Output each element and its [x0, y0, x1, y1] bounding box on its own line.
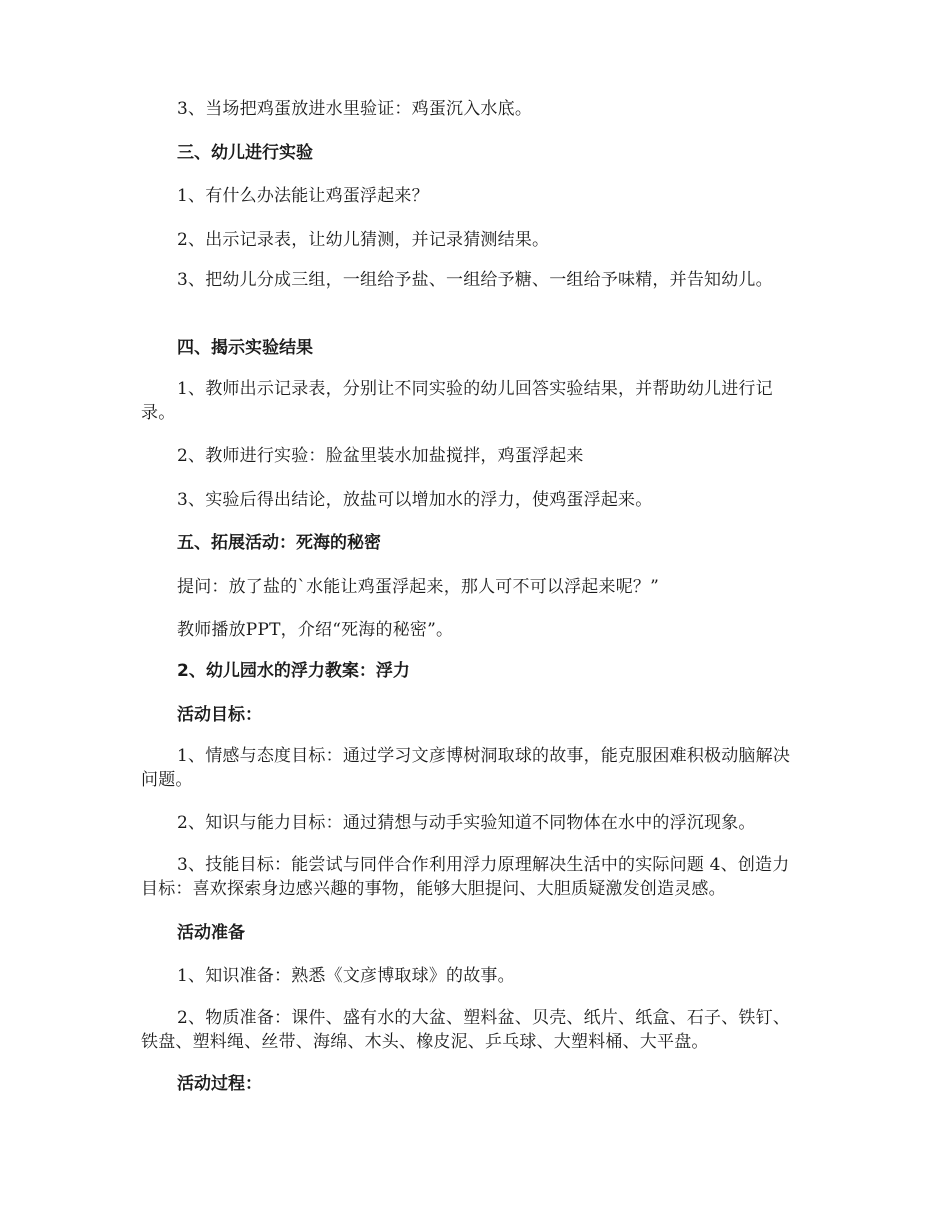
- paragraph: 3、把幼儿分成三组，一组给予盐、一组给予糖、一组给予味精，并告知幼儿。: [177, 270, 773, 290]
- section-heading: 2、幼儿园水的浮力教案：浮力: [177, 661, 410, 681]
- section-heading: 五、拓展活动：死海的秘密: [177, 533, 381, 553]
- paragraph: 1、知识准备：熟悉《文彦博取球》的故事。: [177, 966, 515, 986]
- section-heading: 活动准备: [177, 923, 245, 943]
- paragraph: 教师播放PPT，介绍“死海的秘密”。: [177, 620, 454, 640]
- paragraph: 3、技能目标：能尝试与同伴合作利用浮力原理解决生活中的实际问题 4、创造力目标：喜欢探索身边感兴趣的事物，能够大胆提问、大胆质疑激发创造灵感。: [141, 855, 790, 899]
- paragraph: 3、实验后得出结论，放盐可以增加水的浮力，使鸡蛋浮起来。: [177, 490, 653, 510]
- paragraph: 2、知识与能力目标：通过猜想与动手实验知道不同物体在水中的浮沉现象。: [177, 813, 756, 833]
- paragraph: 1、情感与态度目标：通过学习文彦博树洞取球的故事，能克服困难积极动脑解决问题。: [141, 746, 791, 790]
- paragraph: 2、教师进行实验：脸盆里装水加盐搅拌，鸡蛋浮起来: [177, 446, 584, 466]
- section-heading: 活动过程：: [177, 1074, 262, 1094]
- section-heading: 三、幼儿进行实验: [177, 143, 313, 163]
- section-heading: 活动目标：: [177, 705, 262, 725]
- paragraph: 提问：放了盐的`水能让鸡蛋浮起来，那人可不可以浮起来呢？”: [177, 577, 659, 597]
- section-heading: 四、揭示实验结果: [177, 338, 313, 358]
- paragraph: 3、当场把鸡蛋放进水里验证：鸡蛋沉入水底。: [177, 99, 533, 119]
- paragraph: 2、出示记录表，让幼儿猜测，并记录猜测结果。: [177, 230, 550, 250]
- paragraph: 1、有什么办法能让鸡蛋浮起来？: [177, 186, 429, 206]
- paragraph: 1、教师出示记录表，分别让不同实验的幼儿回答实验结果，并帮助幼儿进行记录。: [141, 379, 773, 423]
- paragraph: 2、物质准备：课件、盛有水的大盆、塑料盆、贝壳、纸片、纸盒、石子、铁钉、铁盘、塑料绳、丝带、海绵、木头、橡皮泥、乒乓球、大塑料桶、大平盘。: [141, 1008, 791, 1052]
